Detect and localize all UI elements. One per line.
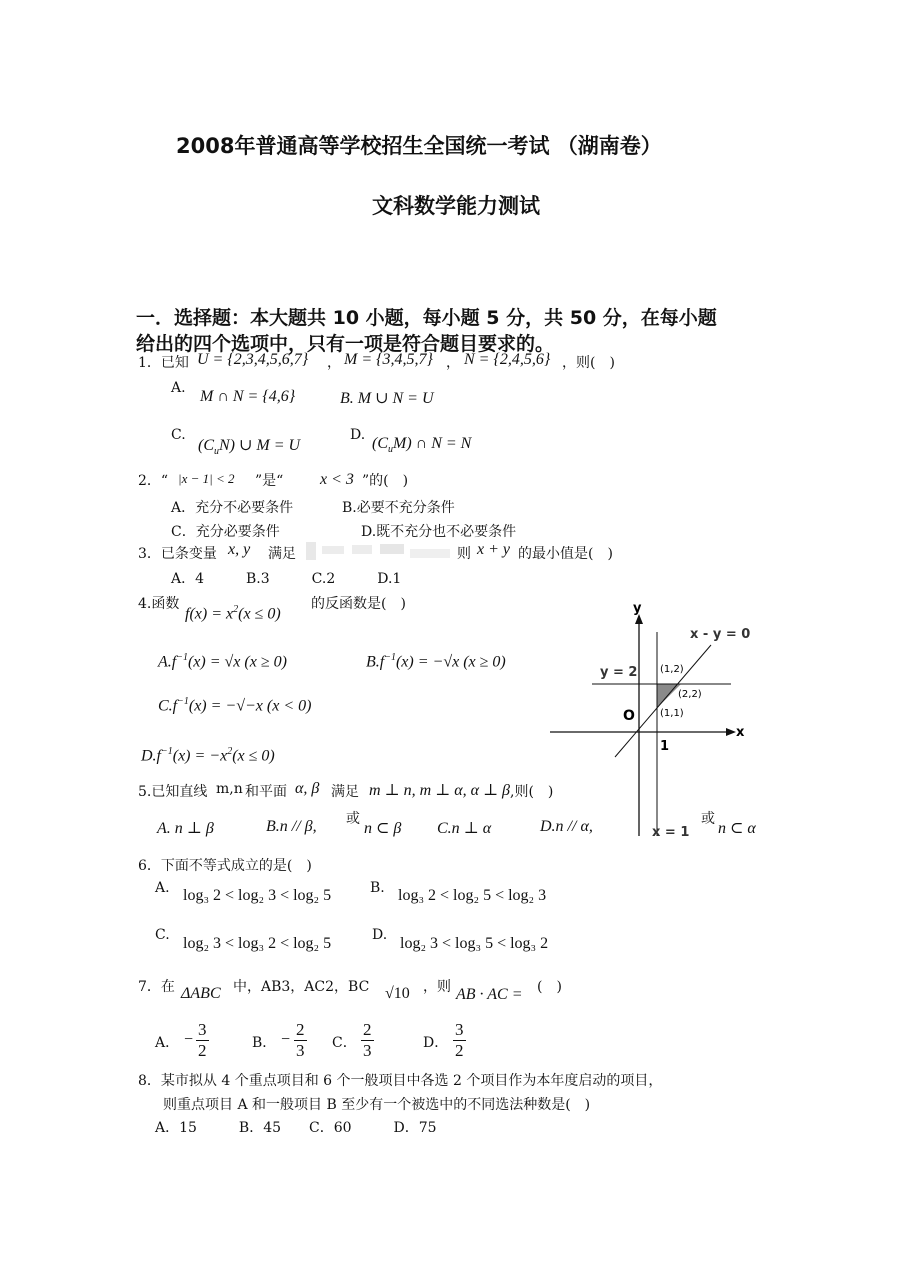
q6-option-a: log₃ 2 < log₂ 3 < log₂ 5: [183, 887, 332, 904]
q3-stem-mid: 满足: [268, 546, 296, 562]
q8-line-1: 8．某市拟从 4 个重点项目和 6 个一般项目中各选 2 个项目作为本年度启动的项目，: [138, 1073, 663, 1089]
q1-option-d: $(C_uM)$ ∩ N = N: [372, 435, 472, 456]
q4-option-b: $B.f^{-1}(x) = -√x$ (x ≥ 0): [366, 652, 506, 671]
section-header-line2: 给出的四个选项中，只有一项是符合题目要求的。: [136, 333, 555, 355]
q2-option-b: B.必要不充分条件: [342, 500, 455, 516]
q3-math-sum: x + y: [477, 541, 510, 558]
q7-triangle: ΔABC: [181, 985, 221, 1002]
q1-set-u: U = {2,3,4,5,6,7}: [197, 351, 309, 368]
q6-stem: 6．下面不等式成立的是( ): [138, 858, 312, 874]
y-axis-label: y: [633, 601, 642, 616]
q3-math-xy: x, y: [228, 541, 251, 558]
q3-constraints-image: [306, 540, 456, 562]
q2-option-d: D.既不充分也不必要条件: [361, 524, 517, 540]
q2-option-a: A．充分不必要条件: [171, 500, 294, 516]
q8-line-2: 则重点项目 A 和一般项目 B 至少有一个被选中的不同选法种数是( ): [163, 1097, 591, 1113]
q3-stem-then: 则: [457, 546, 471, 562]
q5-option-b-alt: n ⊂ β: [364, 820, 402, 837]
q5-option-d: D.n // α,: [540, 818, 593, 835]
q3-stem: 3．已条变量: [138, 546, 217, 562]
q2-stem: 2．“: [138, 473, 169, 489]
q1-option-c-label: C.: [171, 427, 186, 443]
q2-stem-end: ”的( ): [362, 473, 409, 489]
x-axis-arrow: [726, 728, 736, 736]
q5-option-c: C.n ⊥ α: [437, 820, 492, 837]
q5-stem-mid2: 满足: [331, 784, 359, 800]
origin-label: O: [623, 708, 635, 724]
q7-stem: 7．在: [138, 979, 175, 995]
point-2-2-label: (2,2): [678, 689, 702, 700]
q4-option-c: $C.f^{-1}(x) = -√-x$ (x < 0): [158, 696, 312, 715]
q5-stem-end: ,则( ): [510, 784, 554, 800]
q1-comma: ，: [327, 355, 341, 371]
q7-option-c-fraction: $\frac{2}{3}$: [363, 1020, 372, 1060]
q3-stem-end: 的最小值是( ): [518, 546, 613, 562]
q6-option-a-label: A.: [155, 880, 170, 896]
q4-stem: 4.函数: [138, 596, 180, 612]
page-subtitle: 文科数学能力测试: [372, 194, 540, 218]
q7-option-a-fraction: $\frac{3}{2}$: [198, 1020, 207, 1060]
q6-option-d-label: D.: [372, 927, 388, 943]
horizontal-line-label: y = 2: [600, 665, 638, 680]
q6-option-b: log₃ 2 < log₂ 5 < log₂ 3: [398, 887, 547, 904]
q1-option-a: M ∩ N = {4,6}: [200, 388, 296, 405]
q7-option-a-sign: −: [184, 1031, 194, 1048]
q1-option-c: $(C_uN)$ ∪ M = U: [198, 437, 301, 458]
diagonal-line-label: x - y = 0: [690, 627, 751, 642]
q1-stem: 1．已知: [138, 355, 189, 371]
q7-option-b-fraction: $\frac{2}{3}$: [296, 1020, 305, 1060]
q4-option-d: $D.f^{-1}(x) = -x^2(x \le 0)$: [141, 746, 275, 765]
q7-option-d-fraction: $\frac{3}{2}$: [455, 1020, 464, 1060]
q6-option-d: log₂ 3 < log₃ 5 < log₃ 2: [400, 935, 549, 952]
q7-option-b-sign: −: [281, 1031, 291, 1048]
q5-math-condition: m ⊥ n, m ⊥ α, α ⊥ β: [369, 782, 511, 799]
q1-option-a-label: A.: [171, 380, 186, 396]
q7-stem-end: ( ): [537, 979, 562, 995]
q5-math-planes: α, β: [295, 780, 320, 797]
q1-stem-end: ，则( ): [562, 355, 615, 371]
q6-option-b-label: B.: [370, 880, 385, 896]
q6-option-c-label: C.: [155, 927, 170, 943]
page-title: 2008年普通高等学校招生全国统一考试 （湖南卷）: [176, 134, 662, 158]
x-axis-label: x: [736, 725, 745, 740]
q1-set-m: M = {3,4,5,7}: [344, 351, 433, 368]
q7-option-d-label: D．: [423, 1035, 449, 1051]
q7-stem-mid: 中，AB3，AC2，BC: [233, 979, 370, 995]
q7-dot-product: AB · AC =: [456, 986, 523, 1003]
q2-math-1: |x − 1| < 2: [178, 471, 235, 486]
q5-or-1: 或: [346, 811, 360, 827]
q1-option-b: B. M ∪ N = U: [340, 390, 434, 407]
q7-option-b-label: B．: [252, 1035, 277, 1051]
q5-option-d-alt: n ⊂ α: [718, 820, 756, 837]
q3-options: A．4 B.3 C.2 D.1: [171, 571, 402, 587]
q1-comma: ，: [446, 355, 460, 371]
q7-option-c-label: C．: [332, 1035, 357, 1051]
q5-or-2: 或: [701, 811, 715, 827]
q4-stem-end: 的反函数是( ): [311, 596, 406, 612]
q5-option-a: A. n ⊥ β: [157, 820, 214, 837]
q6-option-c: log₂ 3 < log₃ 2 < log₂ 5: [183, 935, 332, 952]
feasible-region-figure: [548, 600, 773, 840]
q2-stem-mid: ”是“: [255, 473, 284, 489]
q8-options: A．15 B．45 C．60 D．75: [155, 1120, 437, 1136]
q7-stem-then: ，则: [423, 979, 451, 995]
q7-sqrt: √10: [385, 985, 410, 1002]
point-1-2-label: (1,2): [660, 664, 684, 675]
tick-1-label: 1: [660, 739, 670, 754]
q5-option-b: B.n // β,: [266, 818, 317, 835]
q4-function: $f(x) = x^2(x \le 0)$: [185, 604, 281, 623]
section-header-line1: 一．选择题：本大题共 10 小题，每小题 5 分，共 50 分，在每小题: [136, 307, 717, 329]
q4-option-a: $A.f^{-1}(x) = √x$ (x ≥ 0): [158, 652, 287, 671]
q2-option-c: C．充分必要条件: [171, 524, 280, 540]
vertical-line-label: x = 1: [652, 825, 690, 840]
q5-math-mn: m,n: [216, 781, 243, 797]
q1-set-n: N = {2,4,5,6}: [464, 351, 551, 368]
q7-option-a-label: A．: [155, 1035, 180, 1051]
point-1-1-label: (1,1): [660, 708, 684, 719]
q5-stem-mid: 和平面: [245, 784, 287, 800]
q1-option-d-label: D.: [350, 427, 366, 443]
q5-stem: 5.已知直线: [138, 784, 208, 800]
q2-math-2: x < 3: [320, 471, 354, 488]
